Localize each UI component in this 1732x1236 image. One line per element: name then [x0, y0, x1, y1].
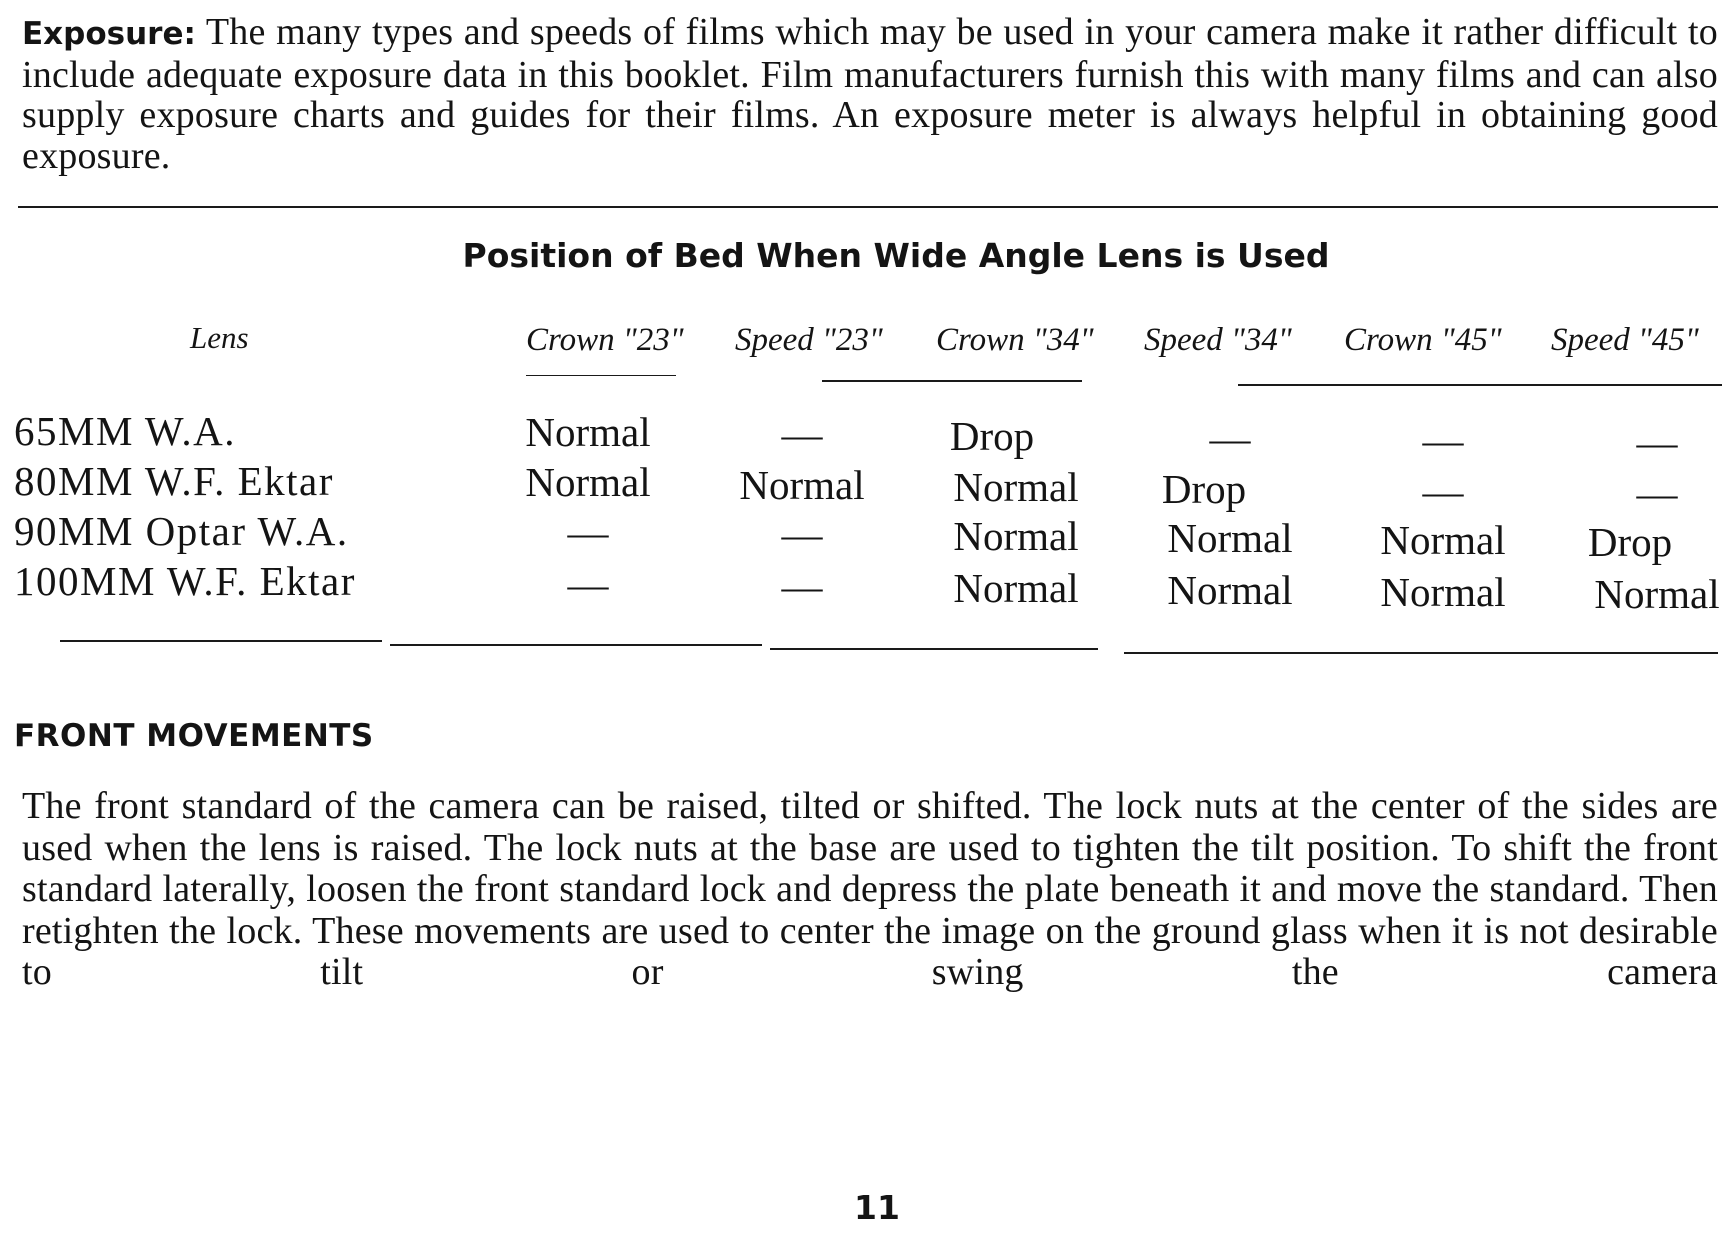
lens-column-header: Lens: [190, 320, 249, 355]
table-cell: —: [1636, 419, 1678, 465]
table-cell: —: [1422, 468, 1464, 514]
column-header-crown-23: Crown "23": [526, 322, 684, 358]
lens-name: 80MM W.F. Ektar: [14, 458, 334, 504]
table-cell: Normal: [1167, 567, 1293, 613]
table-cell: —: [567, 561, 609, 607]
table-cell: Normal: [525, 459, 651, 505]
table-bottom-rule: [1124, 652, 1718, 654]
table-cell: Normal: [525, 409, 651, 455]
column-header-crown-45: Crown "45": [1344, 322, 1502, 358]
table-bottom-rule: [60, 640, 382, 642]
lens-name: 65MM W.A.: [14, 408, 236, 454]
front-movements-paragraph: The front standard of the camera can be raised, tilted or shifted. The lock nuts at the center of the sides are used when the lens is raised. The lock nuts at the base are used to tighten the tilt position. To shift the front standard laterally, loosen the front standard lock and depress the plate beneath it and move the standard. Then retighten the lock. These movements are used to center the image on the ground glass when it is not desirable to tilt or swing the camera: [22, 785, 1718, 993]
table-bottom-rule: [390, 644, 762, 646]
table-cell: —: [781, 563, 823, 609]
table-cell: Drop: [1161, 466, 1247, 512]
table-cell: Normal: [1380, 517, 1506, 563]
table-cell: —: [567, 509, 609, 555]
table-cell: Normal: [1594, 571, 1720, 617]
page-number: 11: [854, 1188, 900, 1227]
header-underline: [822, 380, 1082, 382]
column-header-speed-45: Speed "45": [1551, 322, 1699, 358]
table-cell: Normal: [953, 464, 1079, 510]
table-title: Position of Bed When Wide Angle Lens is Used: [462, 236, 1330, 275]
top-divider: [18, 206, 1718, 208]
table-cell: Normal: [953, 513, 1079, 559]
column-header-crown-34: Crown "34": [936, 322, 1094, 358]
column-header-speed-23: Speed "23": [735, 322, 883, 358]
table-bottom-rule: [770, 648, 1098, 650]
column-header-speed-34: Speed "34": [1144, 322, 1292, 358]
table-cell: —: [781, 511, 823, 557]
header-underline: [1238, 384, 1722, 386]
table-cell: Drop: [949, 413, 1035, 459]
exposure-text: The many types and speeds of films which may be used in your camera make it rather difficult to include adequate exposure data in this booklet. Film manufacturers furnish this with many films and can also supply exposure charts and guides for their films. An exposure meter is always helpful in obtaining good exposure.: [22, 11, 1719, 177]
table-cell: —: [1209, 415, 1251, 461]
table-cell: —: [1422, 417, 1464, 463]
header-underline: [526, 375, 676, 376]
table-cell: Normal: [1380, 569, 1506, 615]
table-cell: —: [1636, 470, 1678, 516]
table-cell: Normal: [739, 462, 865, 508]
table-cell: Normal: [953, 565, 1079, 611]
section-heading: FRONT MOVEMENTS: [14, 718, 374, 754]
exposure-paragraph: [22, 12, 1718, 176]
table-cell: —: [781, 411, 823, 457]
lens-name: 100MM W.F. Ektar: [14, 558, 356, 604]
exposure-lead: Exposure:: [22, 16, 196, 52]
lens-name: 90MM Optar W.A.: [14, 508, 349, 554]
table-cell: Drop: [1587, 519, 1673, 565]
table-cell: Normal: [1167, 515, 1293, 561]
